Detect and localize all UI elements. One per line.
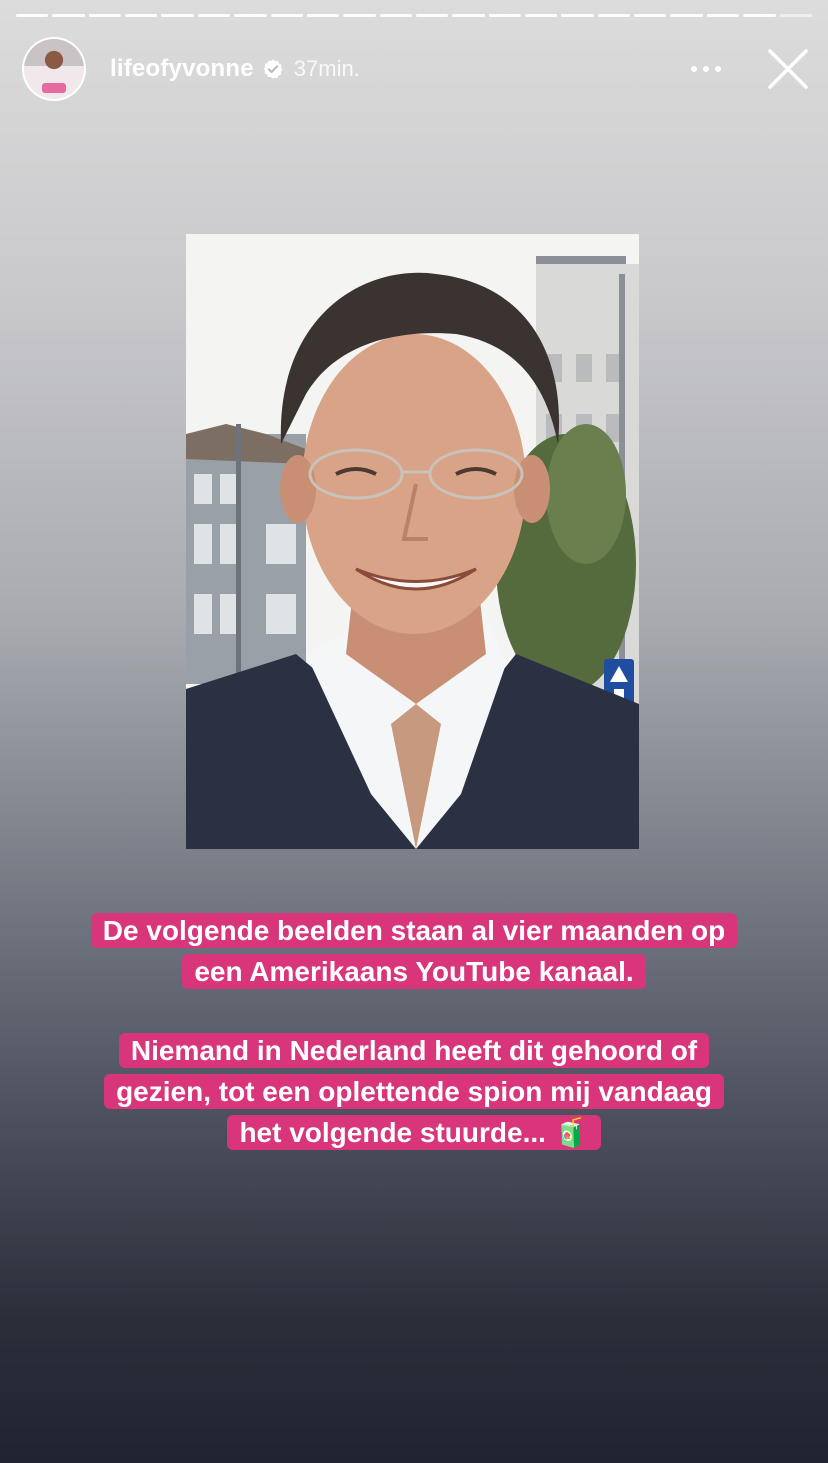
progress-segment [561, 14, 593, 17]
progress-segment [670, 14, 702, 17]
progress-segment [380, 14, 412, 17]
story-caption [0, 910, 828, 1153]
progress-segment [89, 14, 121, 17]
progress-segment [707, 14, 739, 17]
avatar[interactable] [22, 37, 86, 101]
progress-segment [452, 14, 484, 17]
username[interactable]: lifeofyvonne [110, 55, 254, 82]
progress-segment [525, 14, 557, 17]
progress-segment [780, 14, 812, 17]
progress-segment [271, 14, 303, 17]
story-progress-bar [16, 14, 812, 18]
progress-segment [52, 14, 84, 17]
verified-badge-icon [262, 58, 284, 80]
progress-segment [489, 14, 521, 17]
progress-segment [598, 14, 630, 17]
progress-segment [634, 14, 666, 17]
progress-segment [161, 14, 193, 17]
progress-segment [743, 14, 775, 17]
progress-segment [125, 14, 157, 17]
close-icon[interactable] [766, 47, 810, 91]
progress-segment [234, 14, 266, 17]
caption-text-2: Niemand in Nederland heeft dit gehoord of gezien, tot een oplettende spion mij vandaag het volgende stuurde... 🧃 [104, 1033, 724, 1150]
portrait-image [186, 234, 639, 849]
more-options-icon [690, 65, 722, 73]
progress-segment [343, 14, 375, 17]
progress-segment [16, 14, 48, 17]
progress-segment [416, 14, 448, 17]
post-time: 37min. [293, 56, 360, 81]
story-photo [186, 234, 639, 849]
story-header [22, 36, 810, 102]
progress-segment [307, 14, 339, 17]
caption-text-1: De volgende beelden staan al vier maanden op een Amerikaans YouTube kanaal. [91, 913, 737, 989]
more-options-button[interactable] [686, 49, 726, 89]
progress-segment [198, 14, 230, 17]
